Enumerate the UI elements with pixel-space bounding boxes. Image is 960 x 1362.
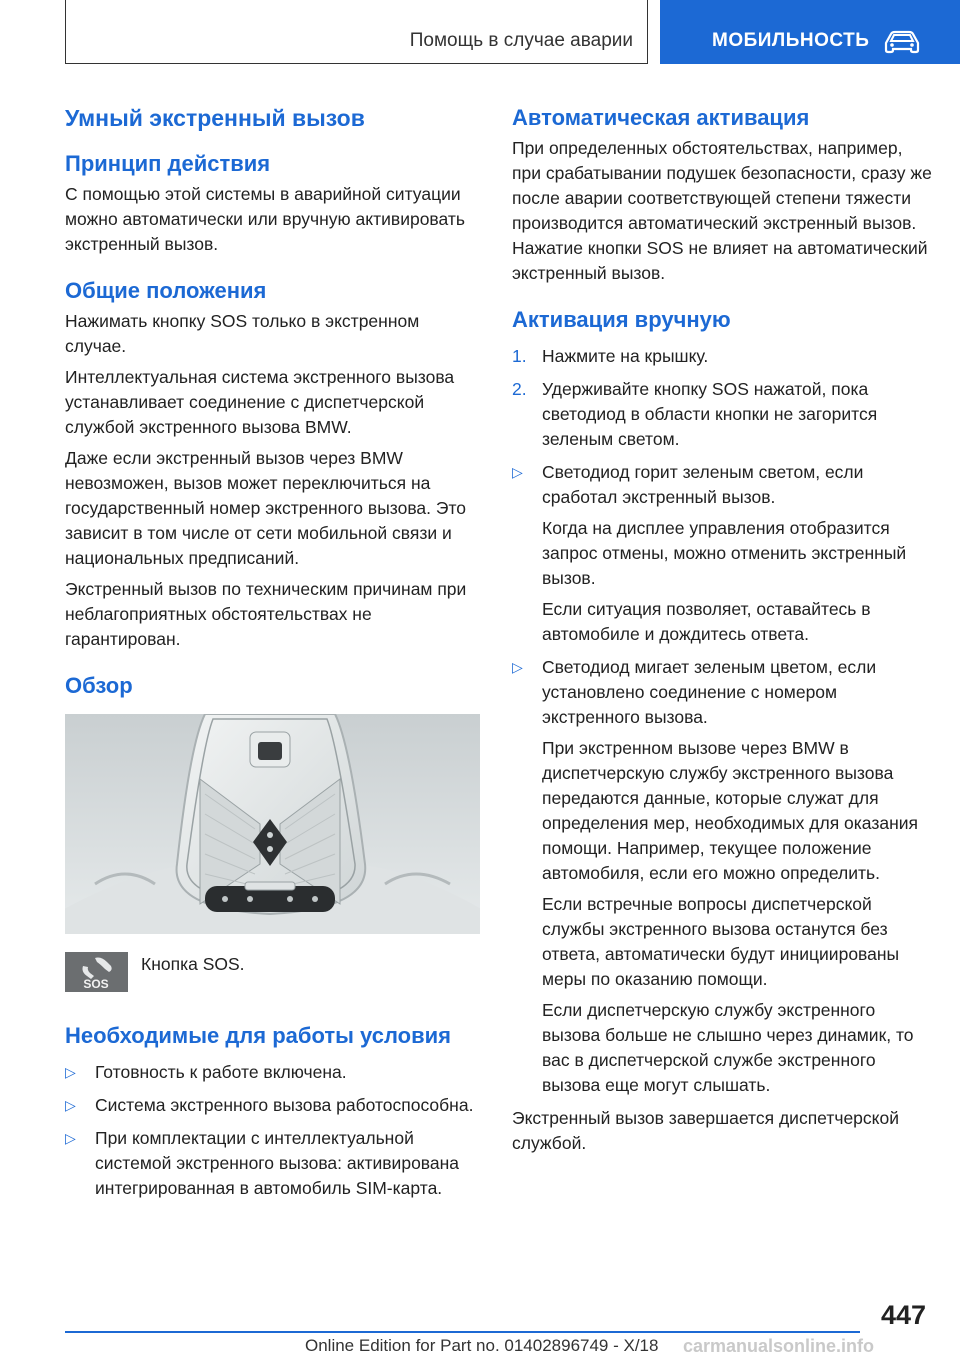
page-number: 447 [880,1300,926,1330]
sos-button-icon [65,952,128,992]
requirements-section [65,1022,485,1201]
manual-steps [512,344,932,452]
principle-text: С помощью этой системы в аварийной ситуации можно автоматически или вручную активировать экстренный вызов. [65,184,466,254]
requirements-list [65,1060,485,1201]
footer-edition: Online Edition for Part no. 01402896749 - X/18 [305,1336,659,1355]
footer-divider [65,1331,860,1333]
header-section-box [65,0,648,64]
auto-activation-text: При определенных обстоятельствах, например, при срабатывании подушек безопасности, сразу же после аварии соответствующей степени тяжести производится автоматический экстренный вызов. Нажатие кнопки SOS не влияет на автоматический экстренный вызов. [512,138,932,283]
car-icon [882,30,922,54]
triangle-bullet-icon: ▷ [65,1064,76,1080]
step-item: 1. Нажмите на крышку. [512,346,709,366]
triangle-bullet-icon: ▷ [512,464,523,480]
manual-activation-heading: Активация вручную [512,307,731,332]
right-column [512,104,932,1162]
sos-caption: Кнопка SOS. [141,954,245,974]
general-heading: Общие положения [65,278,267,303]
triangle-bullet-icon: ▷ [65,1097,76,1113]
closing-text: Экстренный вызов завершается диспетчерской службой. [512,1108,900,1153]
step-item: 2. Удерживайте кнопку SOS нажатой, пока светодиод в области кнопки не загорится зеленым светом. [512,379,878,449]
list-item: ▷ Система экстренного вызова работоспособна. [65,1093,485,1118]
principle-section [65,150,485,257]
auto-activation-section [512,104,932,286]
list-item: ▷ При комплектации с интеллектуальной системой экстренного вызова: активирована интегрированная в автомобиль SIM-карта. [65,1128,460,1198]
requirements-heading: Необходимые для работы условия [65,1023,451,1048]
general-paragraph: Экстренный вызов по техническим причинам при неблагоприятных обстоятельствах не гарантирован. [65,579,467,649]
overhead-console-illustration [65,714,480,934]
triangle-bullet-icon: ▷ [512,659,523,675]
list-item: ▷ Светодиод мигает зеленым цветом, если установлено соединение с номером экстренного вызова. При экстренном вызове через BMW в диспетчерскую службу экстренного вызова передаются данные, которые служат для определения мер, необходимых для оказания помощи. Например, текущее положение автомобиля, если его можно определить. Если встречные вопросы диспетчерской службы экстренного вызова останутся без ответа, автоматически будут инициированы меры по оказанию помощи. Если диспетчерскую службу экстренного вызова больше не слышно через динамик, то вас в диспетчерской службе экстренного вызова еще могут слышать. [512,657,919,1095]
footer-watermark: carmanualsonline.info [683,1336,875,1356]
list-item: ▷ Готовность к работе включена. [65,1060,485,1085]
general-paragraph: Даже если экстренный вызов через BMW невозможен, вызов может переключиться на государственный номер экстренного вызова. Это зависит в том числе от сети мобильной связи и национальных предписаний. [65,448,467,568]
general-section [65,277,485,652]
header-chapter-tab [660,0,960,64]
sos-caption-row [65,952,485,1016]
led-status-list [512,460,932,1098]
auto-activation-heading: Автоматическая активация [512,105,810,130]
principle-heading: Принцип действия [65,151,271,176]
overview-heading: Обзор [65,673,133,698]
general-paragraph: Интеллектуальная система экстренного вызова устанавливает соединение с диспетчерской службой экстренного вызова BMW. [65,367,455,437]
page-title: Умный экстренный вызов [65,105,365,131]
header-chapter-title: МОБИЛЬНОСТЬ [712,30,870,51]
list-item: ▷ Светодиод горит зеленым светом, если сработал экстренный вызов. Когда на дисплее управления отобразится запрос отмены, можно отменить экстренный вызов. Если ситуация позволяет, оставайтесь в автомобиле и дождитесь ответа. [512,462,907,644]
overview-section [65,672,485,1016]
triangle-bullet-icon: ▷ [65,1130,76,1146]
manual-activation-section [512,306,932,1156]
left-column [65,104,485,1209]
general-paragraph: Нажимать кнопку SOS только в экстренном случае. [65,311,420,356]
svg-text:SOS: SOS [83,977,109,991]
header-section-title: Помощь в случае аварии [409,30,633,51]
